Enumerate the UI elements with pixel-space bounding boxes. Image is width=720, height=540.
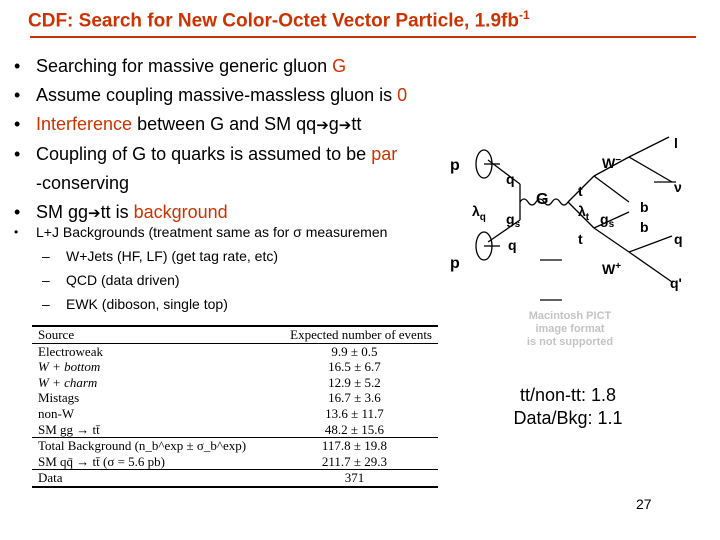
diagram-label: $g_s$ bbox=[600, 211, 615, 230]
diagram-label: q bbox=[674, 231, 683, 247]
bullet-3: • Interference between G and SM qq➔g➔tt bbox=[14, 114, 362, 134]
title-divider bbox=[30, 36, 696, 38]
sub-item: – QCD (data driven) bbox=[42, 272, 180, 288]
bullet-1: • Searching for massive generic gluon G bbox=[14, 56, 347, 76]
diagram-label: b bbox=[640, 199, 649, 215]
table-row-total: Total Background (n_b^exp ± σ_b^exp) 117.8 ± 19.8 bbox=[32, 438, 438, 454]
unsupported-image-placeholder: Macintosh PICT image format is not supported bbox=[526, 310, 614, 348]
tt-ratio: tt/non-tt: 1.8 bbox=[519, 385, 617, 405]
bullet-backgrounds: • L+J Backgrounds (treatment same as for σ measuremen bbox=[14, 224, 388, 240]
diagram-label: p bbox=[450, 157, 460, 174]
slide-title: CDF: Search for New Color-Octet Vector Particle, $1.9fb^{-1}$ bbox=[28, 8, 530, 32]
bullet-2: • Assume coupling massive-massless gluon is 0 bbox=[14, 85, 408, 105]
table-row: non-W 13.6 ± 11.7 bbox=[38, 405, 384, 421]
diagram-label: p bbox=[450, 255, 460, 272]
background-list bbox=[14, 220, 444, 316]
table-row: Electroweak 9.9 ± 0.5 bbox=[38, 343, 378, 359]
table-row: W + bottom 16.5 ± 6.7 bbox=[38, 359, 381, 375]
bullet-4: • Coupling of G to quarks is assumed to be par -conserving bbox=[14, 144, 398, 193]
ratio-summary bbox=[488, 384, 648, 430]
table-header: Source Expected number of events bbox=[32, 326, 438, 343]
diagram-label: t bbox=[578, 183, 583, 199]
page-number: 27 bbox=[636, 496, 652, 512]
arrow-icon: ➔ bbox=[316, 117, 329, 134]
diagram-label: $\lambda_t$ bbox=[578, 203, 590, 223]
diagram-label: W+ bbox=[602, 261, 622, 277]
diagram-label: G bbox=[536, 191, 549, 208]
table-row: W + charm 12.9 ± 5.2 bbox=[38, 374, 381, 390]
diagram-label: q bbox=[506, 171, 515, 187]
diagram-label: l bbox=[674, 135, 678, 151]
diagram-label: t bbox=[578, 231, 583, 247]
diagram-label: q bbox=[508, 237, 517, 253]
feynman-diagram bbox=[444, 132, 704, 302]
diagram-label: q' bbox=[670, 275, 682, 291]
bullet-5: • SM gg➔tt is background bbox=[14, 202, 228, 222]
table-row: SM gg → tt̄ 48.2 ± 15.6 bbox=[38, 421, 385, 437]
diagram-label: $\lambda_q$ bbox=[472, 203, 486, 223]
sub-item: – W+Jets (HF, LF) (get tag rate, etc) bbox=[42, 248, 279, 264]
table-row-sm-qq: SM qq̄ → tt̄ (σ = 5.6 pb) 211.7 ± 29.3 bbox=[38, 453, 388, 469]
diagram-label: ν bbox=[674, 179, 682, 195]
main-bullets bbox=[14, 52, 454, 228]
table-row-data: Data 371 bbox=[32, 470, 438, 487]
arrow-icon: ➔ bbox=[338, 117, 352, 134]
sub-item: – EWK (diboson, single top) bbox=[42, 296, 228, 312]
diagram-label: $g_s$ bbox=[506, 211, 521, 230]
arrow-icon: ➔ bbox=[88, 205, 101, 222]
diagram-label: W− bbox=[602, 155, 622, 171]
background-table bbox=[32, 325, 438, 488]
data-bkg-ratio: Data/Bkg: 1.1 bbox=[513, 408, 623, 428]
table-row: Mistags 16.7 ± 3.6 bbox=[38, 390, 381, 406]
diagram-label: b bbox=[640, 219, 649, 235]
